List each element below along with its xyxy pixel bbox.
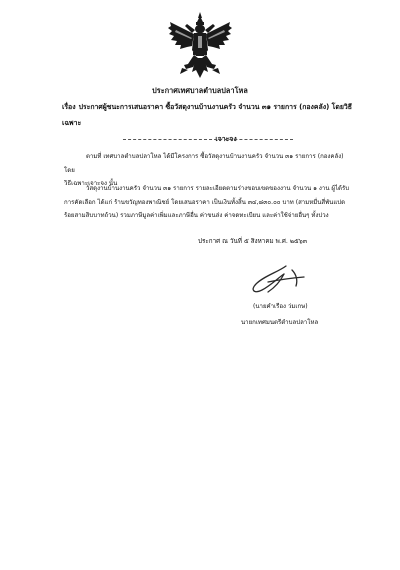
paragraph-2-line-3: ร้อยสามสิบบาทถ้วน) รวมภาษีมูลค่าเพิ่มและภาษีอื่น ค่าขนส่ง ค่าจดทะเบียน และค่าใช้จ่ายอื่นๆ ทั้งปวง: [64, 212, 329, 219]
signer-name: (นายคำเรือง ว่มเกษ): [253, 303, 308, 310]
paragraph-2-line-2: การคัดเลือก ได้แก่ ร้านขวัญทองพาณิชย์ โดยเสนอราคา เป็นเงินทั้งสิ้น ๓๔,๘๓๐.๐๐ บาท (สามหมื่นสี่พันแปด: [64, 198, 346, 206]
paragraph-2: [64, 182, 354, 223]
organization-title: ประกาศเทศบาลตำบลปลาโหล: [152, 86, 248, 95]
subject-line-2: เจาะจง: [215, 135, 237, 143]
subject-label: เรื่อง: [62, 103, 76, 111]
subject-line-1: ประกาศผู้ชนะการเสนอราคา ซื้อวัสดุงานบ้านงานครัว จำนวน ๓๑ รายการ (กองคลัง) โดยวิธีเฉพาะ: [62, 103, 352, 127]
signer-title: นายกเทศมนตรีตำบลปลาโหล: [241, 319, 319, 326]
announcement-date: ประกาศ ณ วันที่ ๕ สิงหาคม พ.ศ. ๒๕๖๓: [198, 238, 308, 245]
separator-line: [123, 139, 293, 140]
garuda-emblem-icon: [168, 12, 232, 78]
paragraph-2-line-1: วัสดุงานบ้านงานครัว จำนวน ๓๑ รายการ รายละเอียดตามร่างขอบเขตของงาน จำนวน ๑ งาน ผู้ได้รับ: [86, 185, 350, 192]
handwritten-signature: [234, 262, 324, 298]
paragraph-1-line-1: ตามที่ เทศบาลตำบลปลาโหล ได้มีโครงการ ซื้อวัสดุงานบ้านงานครัว จำนวน ๓๑ รายการ (กองคลัง) โดย: [64, 153, 344, 174]
paragraph-1-line-2: วิธีเฉพาะเจาะจง นั้น: [64, 180, 118, 187]
